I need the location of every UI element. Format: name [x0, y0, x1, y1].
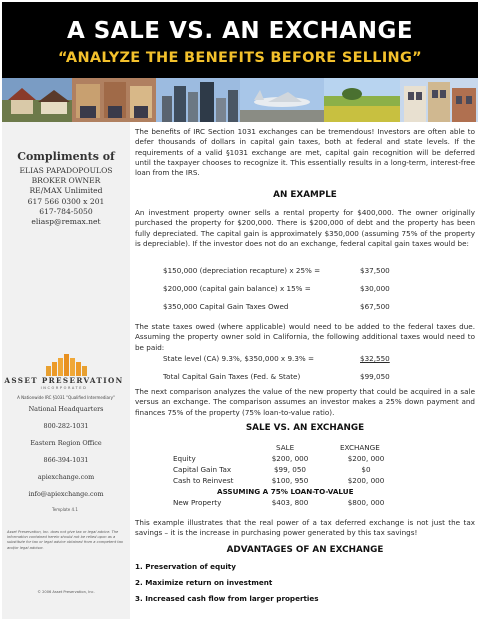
state-paragraph: The state taxes owed (where applicable) would need to be added to the federal taxes due. Assuming the property owner sold in California, the following additional taxes would need to be paid: — [135, 322, 475, 352]
row-cash-exchange: $200, 000 — [347, 476, 385, 485]
intro-paragraph: The benefits of IRC Section 1031 exchanges can be tremendous! Investors are often able to defer thousands of dollars in capital gain taxes, both at federal and state levels. If the requirements of a valid §1031 exchange are met, capital gain recognition will be deferred until the taxpayer chooses to recognize it. This essentially results in a long-term, interest-free loan from the IRS. — [135, 127, 475, 178]
advantage-item: 1. Preservation of equity — [135, 562, 236, 571]
comparison-heading: SALE VS. AN EXCHANGE — [245, 423, 365, 433]
page-subtitle: “ANALYZE THE BENEFITS BEFORE SELLING” — [57, 50, 423, 66]
calc-recapture-label: $150,000 (depreciation recapture) x 25% = — [163, 266, 321, 275]
hq-label: National Headquarters — [28, 405, 104, 413]
agent-phone: 617 566 0300 x 201 — [27, 196, 105, 206]
example-heading: AN EXAMPLE — [273, 190, 337, 200]
logo-tagline: A Nationwide IRC §1031 "Qualified Intermediary" — [17, 395, 115, 400]
agent-email[interactable]: eliasp@remax.net — [31, 217, 101, 227]
photo-airplane — [240, 78, 324, 122]
company-info — [2, 405, 130, 507]
closing-paragraph: This example illustrates that the real power of a tax deferred exchange is not just the tax savings – it is the increase in purchasing power generated by this tax savings! — [135, 518, 475, 538]
calc-taxes-owed-value: $67,500 — [360, 302, 390, 311]
agent-company: RE/MAX Unlimited — [29, 186, 103, 196]
copyright: © 2006 Asset Preservation, Inc. — [37, 590, 95, 594]
row-tax-sale: $99, 050 — [273, 465, 306, 474]
photo-field — [324, 78, 400, 122]
agent-title: BROKER OWNER — [31, 176, 101, 186]
advantages-heading: ADVANTAGES OF AN EXCHANGE — [226, 545, 384, 555]
agent-phone-alt: 617-784-5050 — [39, 206, 93, 216]
row-cash-sale: $100, 950 — [271, 476, 309, 485]
calc-state-value: $32,550 — [360, 354, 390, 363]
photo-victorian-houses — [400, 78, 478, 122]
compliments-heading: Compliments of — [17, 150, 115, 163]
row-new-property-label: New Property — [173, 498, 222, 507]
photo-storefronts — [72, 78, 156, 122]
row-new-property-exchange: $800, 000 — [347, 498, 385, 507]
calc-gain-balance-value: $30,000 — [360, 284, 390, 293]
row-equity-sale: $200, 000 — [271, 454, 309, 463]
header-banner — [2, 2, 478, 78]
photo-city-skyline — [156, 78, 240, 122]
row-equity-exchange: $200, 000 — [347, 454, 385, 463]
company-website[interactable]: apiexchange.com — [37, 473, 95, 481]
template-number: Template 4.1 — [52, 507, 78, 512]
hq-phone: 800-282-1031 — [43, 422, 89, 430]
row-tax-exchange: $0 — [361, 465, 371, 474]
legal-disclaimer: Asset Preservation, Inc. does not give tax or legal advice. The information contained herein should not be relied upon as a substitute for tax or legal advice obtained from a competent tax and/or legal advisor. — [7, 530, 124, 550]
advantage-item: 3. Increased cash flow from larger properties — [135, 594, 319, 603]
calc-total-value: $99,050 — [360, 372, 390, 381]
photo-strip — [2, 78, 478, 122]
advantage-item: 2. Maximize return on investment — [135, 578, 273, 587]
page-title: A SALE VS. AN EXCHANGE — [66, 18, 414, 44]
col-sale-header: SALE — [276, 443, 295, 452]
agent-contact — [2, 166, 130, 227]
calc-recapture-value: $37,500 — [360, 266, 390, 275]
calc-state-label: State level (CA) 9.3%, $350,000 x 9.3% = — [163, 354, 315, 363]
comparison-paragraph: The next comparison analyzes the value of the new property that could be acquired in a sale versus an exchange. The comparison assumes an investor makes a 25% down payment and finances 75% of the property (75% loan-to-value ratio). — [135, 387, 475, 417]
logo-bars-icon — [4, 352, 128, 376]
ltv-assumption: ASSUMING A 75% LOAN-TO-VALUE — [217, 487, 354, 496]
calc-taxes-owed-label: $350,000 Capital Gain Taxes Owed — [163, 302, 289, 311]
logo-incorporated: INCORPORATED — [40, 386, 88, 390]
calc-total-label: Total Capital Gain Taxes (Fed. & State) — [163, 372, 301, 381]
logo-name: ASSET PRESERVATION — [4, 376, 124, 385]
sidebar — [2, 122, 130, 619]
row-cash-label: Cash to Reinvest — [173, 476, 234, 485]
eastern-office-label: Eastern Region Office — [30, 439, 102, 447]
row-tax-label: Capital Gain Tax — [173, 465, 232, 474]
agent-name: ELIAS PAPADOPOULOS — [19, 166, 113, 175]
row-equity-label: Equity — [173, 454, 196, 463]
example-paragraph: An investment property owner sells a rental property for $400,000. The owner originally purchased the property for $200,000. There is $200,000 of debt and the property has been fully depreciated. The capital gain is approximately $350,000 (assuming 75% of the property is depreciable). If the investor does not do an exchange, federal capital gain taxes would be: — [135, 208, 475, 248]
col-exchange-header: EXCHANGE — [340, 443, 380, 452]
row-new-property-sale: $403, 800 — [271, 498, 309, 507]
photo-houses — [2, 78, 72, 122]
eastern-office-phone: 866-394-1031 — [43, 456, 89, 464]
company-email[interactable]: info@apiexchange.com — [28, 490, 104, 498]
calc-gain-balance-label: $200,000 (capital gain balance) x 15% = — [163, 284, 311, 293]
